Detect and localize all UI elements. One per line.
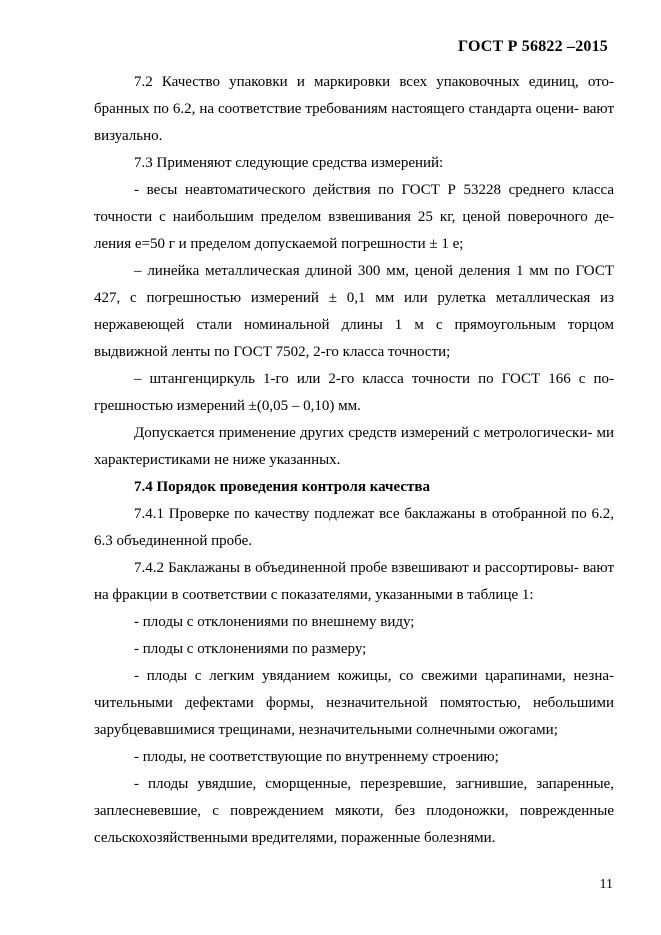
list-item-caliper: – штангенциркуль 1-го или 2-го класса точности по ГОСТ 166 с по- грешностью измерений ±(0,05 – 0,10) мм.	[94, 371, 614, 414]
paragraph-other-instruments: Допускается применение других средств измерений с метрологически- ми характеристиками не ниже указанных.	[94, 425, 614, 468]
document-code: ГОСТ Р 56822 –2015	[457, 38, 608, 55]
section-heading-7-4: 7.4 Порядок проведения контроля качества	[134, 479, 430, 495]
list-item-ruler: – линейка металлическая длиной 300 мм, ценой деления 1 мм по ГОСТ 427, с погрешностью измерений ± 0,1 мм или рулетка металлическая из нержавеющей стали номинальной длины 1 м с прямоугольным торцом выдвижной ленты по ГОСТ 7502, 2-го класса точности;	[94, 263, 614, 360]
list-item-internal-structure: - плоды, не соответствующие по внутреннему строению;	[134, 749, 499, 765]
list-item-appearance: - плоды с отклонениями по внешнему виду;	[134, 614, 415, 630]
page-number: 11	[599, 877, 613, 892]
list-item-spoiled: - плоды увядшие, сморщенные, перезревшие, загнившие, запаренные, заплесневевшие, с повреждением мякоти, без плодоножки, поврежденные сельскохозяйственными вредителями, пораженные болезнями.	[94, 776, 614, 846]
document-body	[94, 69, 614, 852]
list-item-scales: - весы неавтоматического действия по ГОСТ Р 53228 среднего класса точности с наибольшим пределом взвешивания 25 кг, ценой поверочного де- ления e=50 г и пределом допускаемой погрешности ± 1 e;	[94, 182, 614, 252]
list-item-size: - плоды с отклонениями по размеру;	[134, 641, 367, 657]
paragraph-7-4-2: 7.4.2 Баклажаны в объединенной пробе взвешивают и рассортировы- вают на фракции в соответствии с показателями, указанными в таблице 1:	[94, 560, 614, 603]
paragraph-7-3: 7.3 Применяют следующие средства измерений:	[134, 155, 444, 171]
paragraph-7-4-1: 7.4.1 Проверке по качеству подлежат все баклажаны в отобранной по 6.2, 6.3 объединенной пробе.	[94, 506, 614, 549]
list-item-minor-defects: - плоды с легким увяданием кожицы, со свежими царапинами, незна- чительными дефектами формы, незначительной помятостью, небольшими зарубцевавшимися трещинами, незначительными солнечными ожогами;	[94, 668, 614, 738]
paragraph-7-2: 7.2 Качество упаковки и маркировки всех упаковочных единиц, ото- бранных по 6.2, на соответствие требованиям настоящего стандарта оцени- вают визуально.	[94, 74, 614, 144]
